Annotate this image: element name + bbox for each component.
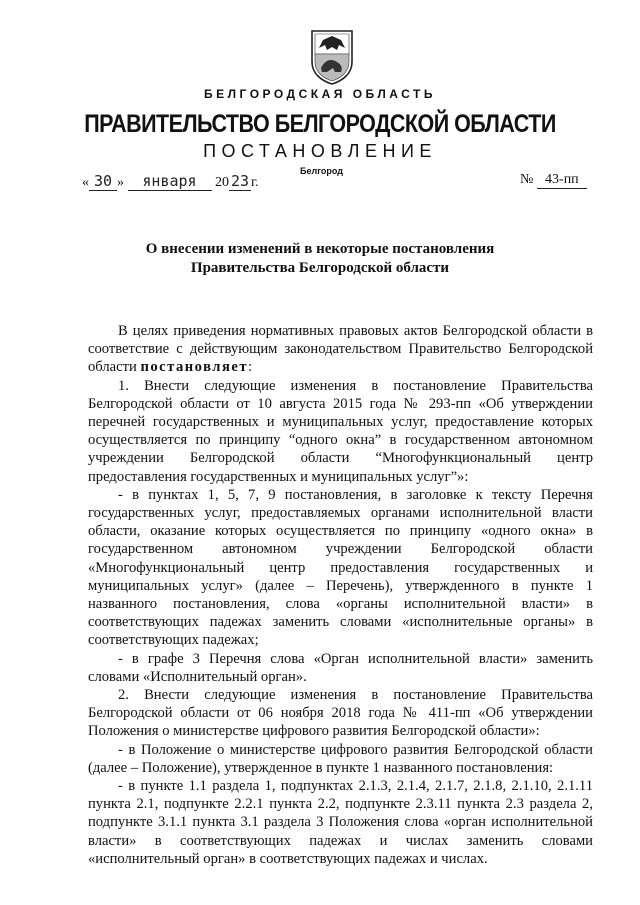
paragraph-preamble bbox=[88, 322, 593, 377]
date-open-quote: « bbox=[82, 175, 89, 190]
date-close-quote: » bbox=[117, 175, 124, 190]
date-month: января bbox=[128, 172, 212, 191]
date-year-mark: г. bbox=[251, 175, 259, 190]
city-name: Белгород bbox=[300, 166, 343, 176]
paragraph-item-2-sub-2: - в пункте 1.1 раздела 1, подпунктах 2.1.3, 2.1.4, 2.1.7, 2.1.8, 2.1.10, 2.1.11 пункта 2.1, подпункте 2.2.1 пункта 2.2, подпункте 2.3.11 пункта 2.3 раздела 2, подпункте 3.1.1 пункта 3.1 раздела 3 Положения слова «орган исполнительной власти» в соответствующих падежах и числах заменить словами «исполнительный орган» в соответствующих падежах и числах. bbox=[88, 778, 593, 867]
document-number-line bbox=[520, 172, 587, 189]
document-number: 43-пп bbox=[537, 172, 587, 189]
paragraph-item-1-sub-1: - в пунктах 1, 5, 7, 9 постановления, в заголовке к тексту Перечня государственных услуг, предоставляемых органами исполнительной власти области, оказание которых осуществляется по принципу «одного окна» в государственном автономном учреждении Белгородской области «Многофункциональный центр предоставления государственных и муниципальных услуг» (далее – Перечень), утвержденного в пункте 1 названного постановления, слова «органы исполнительной власти» в соответствующих падежах заменить словами «исполнительные органы» в соответствующих падежах; bbox=[88, 486, 593, 649]
date-line bbox=[82, 172, 259, 191]
coat-of-arms-emblem bbox=[309, 28, 355, 86]
date-year-prefix: 20 bbox=[215, 175, 229, 190]
number-label: № bbox=[520, 172, 534, 187]
document-title bbox=[0, 240, 640, 278]
region-name: БЕЛГОРОДСКАЯ ОБЛАСТЬ bbox=[204, 87, 436, 101]
document-type: ПОСТАНОВЛЕНИЕ bbox=[203, 141, 437, 161]
paragraph-item-1-sub-2: - в графе 3 Перечня слова «Орган исполнительной власти» заменить словами «Исполнительный орган». bbox=[88, 650, 593, 685]
date-day: 30 bbox=[89, 172, 117, 191]
preamble-text: В целях приведения нормативных правовых актов Белгородской области в соответствие с действующим законодательством Правительство Белгородской области bbox=[88, 323, 593, 376]
date-year-suffix: 23 bbox=[230, 172, 250, 190]
paragraph-item-2-sub-1: - в Положение о министерстве цифрового развития Белгородской области (далее – Положение), утвержденное в пункте 1 названного постановления: bbox=[88, 741, 593, 776]
document-body bbox=[88, 322, 593, 868]
paragraph-item-1: 1. Внести следующие изменения в постановление Правительства Белгородской области от 10 августа 2015 года № 293-пп «Об утверждении перечней государственных и муниципальных услуг, предоставление которых осуществляется по принципу “одного окна” в государственном автономном учреждении Белгородской области “Многофункциональный центр предоставления государственных и муниципальных услуг”»: bbox=[88, 377, 593, 485]
government-name: ПРАВИТЕЛЬСТВО БЕЛГОРОДСКОЙ ОБЛАСТИ bbox=[84, 110, 556, 138]
preamble-resolve-word: постановляет bbox=[140, 359, 249, 376]
paragraph-item-2: 2. Внести следующие изменения в постановление Правительства Белгородской области от 06 ноября 2018 года № 411-пп «Об утверждении Положения о министерстве цифрового развития Белгородской области»: bbox=[88, 687, 593, 740]
preamble-colon: : bbox=[248, 359, 253, 376]
title-line-2: Правительства Белгородской области bbox=[190, 260, 450, 276]
title-line-1: О внесении изменений в некоторые постановления bbox=[145, 241, 495, 257]
